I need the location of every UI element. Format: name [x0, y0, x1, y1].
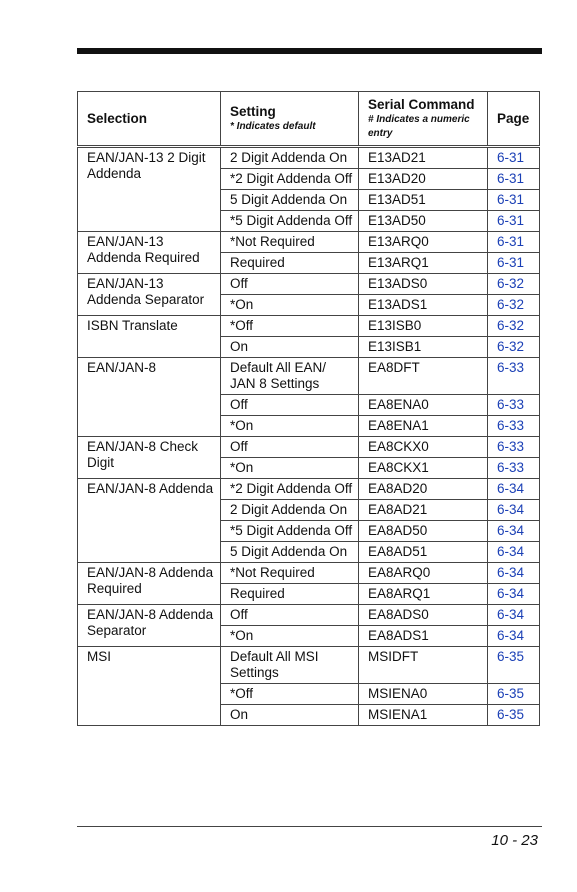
page-link[interactable]: 6-34: [488, 542, 540, 563]
command-cell: EA8ENA1: [359, 416, 488, 437]
setting-cell: On: [221, 337, 359, 358]
page-link[interactable]: 6-33: [488, 416, 540, 437]
setting-cell: *2 Digit Addenda Off: [221, 169, 359, 190]
header-selection: [78, 92, 221, 147]
page-link[interactable]: 6-34: [488, 563, 540, 584]
page-link[interactable]: 6-33: [488, 395, 540, 416]
setting-cell: Off: [221, 274, 359, 295]
setting-cell: *Off: [221, 684, 359, 705]
command-cell: MSIDFT: [359, 647, 488, 684]
command-cell: EA8DFT: [359, 358, 488, 395]
setting-cell: Default All MSI Settings: [221, 647, 359, 684]
page-link[interactable]: 6-33: [488, 358, 540, 395]
page-link[interactable]: 6-35: [488, 647, 540, 684]
page-link[interactable]: 6-34: [488, 479, 540, 500]
selection-cell: EAN/JAN-8: [78, 358, 221, 437]
table-body: [78, 147, 540, 726]
setting-cell: *On: [221, 458, 359, 479]
command-cell: EA8ADS0: [359, 605, 488, 626]
table-header: [78, 92, 540, 147]
table-row: [78, 605, 540, 626]
setting-cell: *On: [221, 416, 359, 437]
setting-cell: Off: [221, 395, 359, 416]
selection-cell: ISBN Translate: [78, 316, 221, 358]
command-cell: EA8ARQ1: [359, 584, 488, 605]
page-link[interactable]: 6-34: [488, 521, 540, 542]
command-cell: EA8ARQ0: [359, 563, 488, 584]
header-page-label: Page: [497, 110, 530, 126]
command-cell: E13ISB0: [359, 316, 488, 337]
table-row: [78, 647, 540, 684]
setting-cell: 2 Digit Addenda On: [221, 500, 359, 521]
selection-cell: EAN/JAN-13 Addenda Required: [78, 232, 221, 274]
setting-cell: *On: [221, 626, 359, 647]
footer-rule: [77, 826, 542, 827]
page-link[interactable]: 6-34: [488, 500, 540, 521]
command-cell: E13ISB1: [359, 337, 488, 358]
page-link[interactable]: 6-31: [488, 190, 540, 211]
setting-cell: 5 Digit Addenda On: [221, 190, 359, 211]
page-link[interactable]: 6-34: [488, 626, 540, 647]
command-cell: E13ADS0: [359, 274, 488, 295]
command-cell: E13AD51: [359, 190, 488, 211]
setting-cell: *On: [221, 295, 359, 316]
command-cell: E13ADS1: [359, 295, 488, 316]
setting-cell: Required: [221, 584, 359, 605]
page-link[interactable]: 6-34: [488, 605, 540, 626]
setting-cell: 2 Digit Addenda On: [221, 147, 359, 169]
selection-cell: EAN/JAN-8 Addenda Separator: [78, 605, 221, 647]
page-link[interactable]: 6-35: [488, 705, 540, 726]
header-selection-label: Selection: [87, 110, 148, 126]
page-link[interactable]: 6-35: [488, 684, 540, 705]
setting-cell: 5 Digit Addenda On: [221, 542, 359, 563]
command-cell: EA8CKX1: [359, 458, 488, 479]
command-cell: EA8AD21: [359, 500, 488, 521]
selection-cell: EAN/JAN-13 2 Digit Addenda: [78, 147, 221, 232]
table-row: [78, 358, 540, 395]
setting-cell: *2 Digit Addenda Off: [221, 479, 359, 500]
page-link[interactable]: 6-32: [488, 316, 540, 337]
command-cell: EA8ADS1: [359, 626, 488, 647]
command-cell: E13AD21: [359, 147, 488, 169]
setting-cell: *Off: [221, 316, 359, 337]
selection-cell: EAN/JAN-8 Check Digit: [78, 437, 221, 479]
table-row: [78, 437, 540, 458]
header-serial-command-label: Serial Command: [368, 96, 475, 112]
selection-cell: MSI: [78, 647, 221, 726]
page-link[interactable]: 6-31: [488, 169, 540, 190]
table-row: [78, 274, 540, 295]
header-setting: [221, 92, 359, 147]
setting-cell: *Not Required: [221, 563, 359, 584]
top-rule: [77, 48, 542, 54]
selection-cell: EAN/JAN-8 Addenda: [78, 479, 221, 563]
command-cell: MSIENA1: [359, 705, 488, 726]
page-link[interactable]: 6-32: [488, 274, 540, 295]
setting-cell: Off: [221, 437, 359, 458]
table-row: [78, 563, 540, 584]
page-link[interactable]: 6-31: [488, 147, 540, 169]
setting-cell: *5 Digit Addenda Off: [221, 521, 359, 542]
selection-cell: EAN/JAN-13 Addenda Separator: [78, 274, 221, 316]
page-link[interactable]: 6-33: [488, 458, 540, 479]
command-cell: EA8AD50: [359, 521, 488, 542]
page-link[interactable]: 6-32: [488, 295, 540, 316]
setting-cell: On: [221, 705, 359, 726]
page-link[interactable]: 6-33: [488, 437, 540, 458]
command-cell: E13ARQ0: [359, 232, 488, 253]
header-serial-command: [359, 92, 488, 147]
header-setting-note: * Indicates default: [230, 120, 316, 132]
command-cell: MSIENA0: [359, 684, 488, 705]
command-cell: E13AD50: [359, 211, 488, 232]
page-link[interactable]: 6-31: [488, 253, 540, 274]
command-cell: EA8CKX0: [359, 437, 488, 458]
command-cell: EA8ENA0: [359, 395, 488, 416]
selection-cell: EAN/JAN-8 Addenda Required: [78, 563, 221, 605]
setting-cell: Required: [221, 253, 359, 274]
table-row: [78, 147, 540, 169]
setting-cell: Default All EAN/ JAN 8 Settings: [221, 358, 359, 395]
header-setting-label: Setting: [230, 103, 276, 119]
setting-cell: *5 Digit Addenda Off: [221, 211, 359, 232]
page-link[interactable]: 6-31: [488, 232, 540, 253]
table-row: [78, 232, 540, 253]
command-cell: E13AD20: [359, 169, 488, 190]
command-cell: EA8AD51: [359, 542, 488, 563]
page-number: 10 - 23: [491, 832, 538, 849]
page-link[interactable]: 6-31: [488, 211, 540, 232]
header-serial-command-note: # Indicates a numeric entry: [368, 113, 470, 139]
setting-cell: *Not Required: [221, 232, 359, 253]
page-link[interactable]: 6-34: [488, 584, 540, 605]
command-cell: E13ARQ1: [359, 253, 488, 274]
command-cell: EA8AD20: [359, 479, 488, 500]
serial-command-table: [77, 91, 540, 726]
setting-cell: Off: [221, 605, 359, 626]
table-row: [78, 316, 540, 337]
page-link[interactable]: 6-32: [488, 337, 540, 358]
table-row: [78, 479, 540, 500]
header-page: [488, 92, 540, 147]
